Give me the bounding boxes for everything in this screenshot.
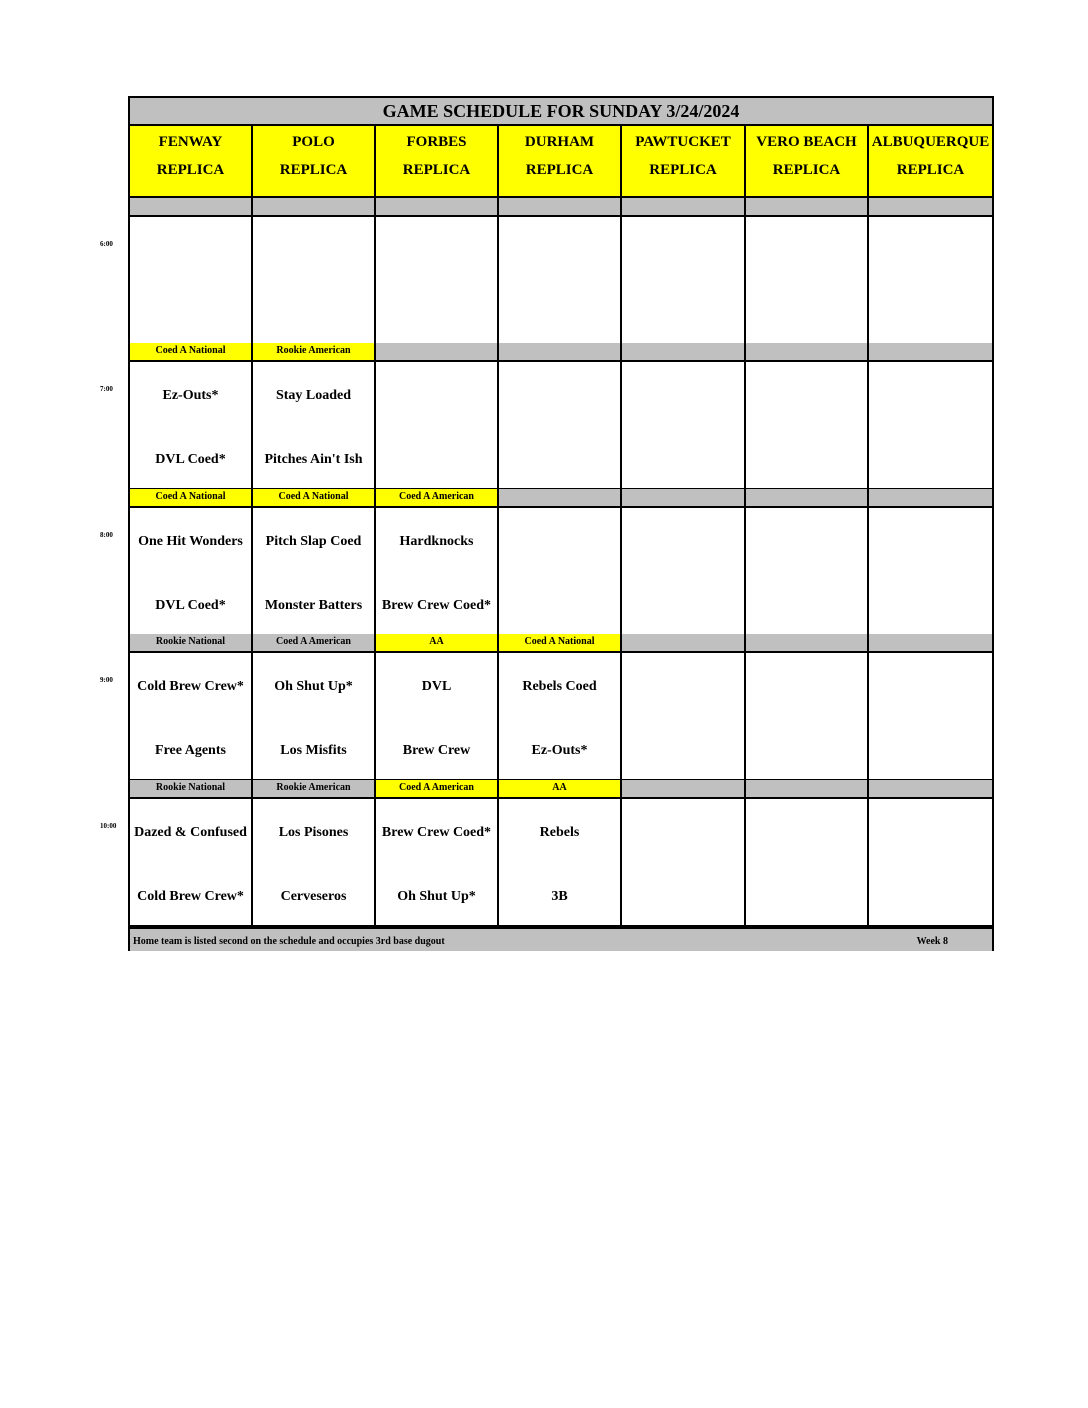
home-team — [376, 442, 497, 478]
field-name: PAWTUCKET — [635, 134, 731, 150]
division-label — [869, 780, 992, 797]
game-cell — [253, 799, 376, 925]
game-row — [130, 362, 992, 490]
game-cell — [376, 653, 499, 779]
division-label — [746, 198, 869, 215]
game-row — [130, 799, 992, 927]
home-team — [499, 442, 620, 478]
time-label: 8:00 — [100, 531, 113, 539]
game-cell — [869, 653, 992, 779]
game-cell — [869, 362, 992, 488]
division-row — [130, 489, 992, 508]
away-team — [622, 233, 744, 269]
game-cell — [746, 799, 869, 925]
field-name: FORBES — [406, 134, 467, 150]
time-label: 10:00 — [100, 822, 117, 830]
away-team: Brew Crew Coed* — [381, 825, 492, 840]
division-label: Rookie National — [130, 634, 253, 651]
field-header-vero-beach — [746, 126, 869, 196]
home-team: Pitches Ain't Ish — [264, 452, 363, 467]
division-row — [130, 634, 992, 653]
field-header-polo — [253, 126, 376, 196]
division-label: AA — [499, 780, 622, 797]
away-team — [499, 233, 620, 269]
game-cell — [130, 362, 253, 488]
away-team — [746, 524, 867, 560]
game-cell — [746, 508, 869, 634]
game-row — [130, 508, 992, 636]
field-sub: REPLICA — [156, 162, 225, 178]
game-cell — [253, 508, 376, 634]
division-label: Coed A National — [253, 489, 376, 506]
division-row — [130, 780, 992, 799]
away-team: Hardknocks — [399, 534, 474, 549]
home-team — [869, 733, 992, 769]
game-cell — [253, 362, 376, 488]
division-label — [746, 489, 869, 506]
division-label — [746, 343, 869, 360]
division-label — [499, 343, 622, 360]
division-label: Coed A American — [253, 634, 376, 651]
schedule-title: GAME SCHEDULE FOR SUNDAY 3/24/2024 — [130, 98, 992, 126]
home-team: 3B — [551, 889, 568, 904]
away-team — [499, 524, 620, 560]
division-label — [746, 780, 869, 797]
game-cell — [376, 217, 499, 343]
away-team: Rebels — [539, 825, 580, 840]
home-team — [746, 442, 867, 478]
division-label — [869, 343, 992, 360]
home-team — [869, 588, 992, 624]
home-team — [746, 879, 867, 915]
home-team — [746, 733, 867, 769]
game-cell — [869, 217, 992, 343]
division-row — [130, 198, 992, 217]
division-label — [253, 198, 376, 215]
home-team: Monster Batters — [264, 598, 363, 613]
game-cell — [746, 362, 869, 488]
division-label: Coed A American — [376, 489, 499, 506]
game-cell — [499, 799, 622, 925]
away-team — [622, 378, 744, 414]
game-cell — [499, 217, 622, 343]
away-team: DVL — [421, 679, 452, 694]
division-label: Rookie National — [130, 780, 253, 797]
away-team — [869, 233, 992, 269]
home-team: DVL Coed* — [155, 598, 226, 613]
game-cell — [130, 508, 253, 634]
home-team: Oh Shut Up* — [397, 889, 476, 904]
home-team — [869, 442, 992, 478]
division-label — [499, 489, 622, 506]
field-name: POLO — [292, 134, 335, 150]
away-team — [253, 233, 374, 269]
away-team — [746, 669, 867, 705]
game-cell — [499, 362, 622, 488]
division-label — [746, 634, 869, 651]
game-row — [130, 217, 992, 345]
division-label — [622, 198, 746, 215]
division-label: Coed A National — [130, 489, 253, 506]
away-team: Stay Loaded — [275, 388, 352, 403]
away-team: Ez-Outs* — [162, 388, 219, 403]
away-team — [746, 233, 867, 269]
division-label — [499, 198, 622, 215]
home-team — [622, 879, 744, 915]
away-team: Dazed & Confused — [134, 825, 247, 840]
home-team: DVL Coed* — [155, 452, 226, 467]
away-team: Cold Brew Crew* — [137, 679, 244, 694]
division-label — [869, 198, 992, 215]
division-label — [622, 343, 746, 360]
away-team — [130, 233, 251, 269]
game-cell — [622, 653, 746, 779]
away-team: Los Pisones — [278, 825, 349, 840]
home-team — [746, 588, 867, 624]
game-row — [130, 653, 992, 781]
home-team — [499, 297, 620, 333]
schedule-table — [128, 96, 994, 951]
field-sub: REPLICA — [896, 162, 965, 178]
week-label: Week 8 — [916, 936, 948, 947]
home-team — [622, 442, 744, 478]
game-cell — [746, 653, 869, 779]
time-label: 7:00 — [100, 385, 113, 393]
home-team — [622, 297, 744, 333]
field-sub: REPLICA — [402, 162, 471, 178]
home-team — [869, 297, 992, 333]
game-cell — [869, 508, 992, 634]
field-header-pawtucket — [622, 126, 746, 196]
home-team — [869, 879, 992, 915]
division-label — [869, 489, 992, 506]
home-team — [746, 297, 867, 333]
away-team — [869, 815, 992, 851]
game-cell — [253, 653, 376, 779]
away-team — [746, 378, 867, 414]
home-team — [622, 733, 744, 769]
division-label: AA — [376, 634, 499, 651]
field-name: VERO BEACH — [756, 134, 857, 150]
game-cell — [376, 362, 499, 488]
division-label — [130, 198, 253, 215]
away-team: Rebels Coed — [522, 679, 597, 694]
division-label — [869, 634, 992, 651]
division-row — [130, 343, 992, 362]
field-name: DURHAM — [524, 134, 595, 150]
away-team — [869, 378, 992, 414]
footer-note: Home team is listed second on the schedule and occupies 3rd base dugout — [133, 936, 445, 947]
away-team — [622, 669, 744, 705]
game-cell — [869, 799, 992, 925]
away-team — [869, 669, 992, 705]
division-label: Coed A American — [376, 780, 499, 797]
field-name: ALBUQUERQUE — [871, 134, 990, 150]
game-cell — [622, 508, 746, 634]
away-team — [376, 378, 497, 414]
away-team: Oh Shut Up* — [274, 679, 353, 694]
home-team — [499, 588, 620, 624]
game-cell — [376, 799, 499, 925]
home-team: Ez-Outs* — [531, 743, 588, 758]
home-team: Cold Brew Crew* — [137, 889, 244, 904]
field-sub: REPLICA — [525, 162, 594, 178]
field-name: FENWAY — [158, 134, 223, 150]
division-label: Rookie American — [253, 343, 376, 360]
away-team: One Hit Wonders — [138, 534, 243, 549]
time-label: 9:00 — [100, 676, 113, 684]
home-team — [376, 297, 497, 333]
away-team — [376, 233, 497, 269]
away-team — [869, 524, 992, 560]
division-label — [376, 343, 499, 360]
field-sub: REPLICA — [279, 162, 348, 178]
home-team — [253, 297, 374, 333]
away-team — [622, 815, 744, 851]
field-header-durham — [499, 126, 622, 196]
game-cell — [746, 217, 869, 343]
home-team — [130, 297, 251, 333]
away-team — [746, 815, 867, 851]
field-sub: REPLICA — [772, 162, 841, 178]
away-team: Pitch Slap Coed — [265, 534, 362, 549]
field-header-albuquerque — [869, 126, 992, 196]
division-label — [622, 780, 746, 797]
game-cell — [130, 799, 253, 925]
home-team: Brew Crew — [402, 743, 471, 758]
division-label: Coed A National — [499, 634, 622, 651]
game-cell — [622, 799, 746, 925]
away-team — [499, 378, 620, 414]
division-label — [622, 634, 746, 651]
home-team: Los Misfits — [280, 743, 347, 758]
game-cell — [499, 653, 622, 779]
game-cell — [253, 217, 376, 343]
home-team: Brew Crew Coed* — [381, 598, 492, 613]
field-header-forbes — [376, 126, 499, 196]
schedule-footer — [130, 927, 992, 951]
division-label — [622, 489, 746, 506]
time-label: 6:00 — [100, 240, 113, 248]
home-team — [622, 588, 744, 624]
away-team — [622, 524, 744, 560]
field-sub: REPLICA — [649, 162, 717, 178]
division-label — [376, 198, 499, 215]
game-cell — [499, 508, 622, 634]
home-team: Cerveseros — [280, 889, 347, 904]
home-team: Free Agents — [155, 743, 226, 758]
game-cell — [376, 508, 499, 634]
division-label: Coed A National — [130, 343, 253, 360]
field-header-fenway — [130, 126, 253, 196]
game-cell — [622, 362, 746, 488]
division-label: Rookie American — [253, 780, 376, 797]
game-cell — [130, 217, 253, 343]
field-header-row — [130, 126, 992, 198]
game-cell — [622, 217, 746, 343]
game-cell — [130, 653, 253, 779]
